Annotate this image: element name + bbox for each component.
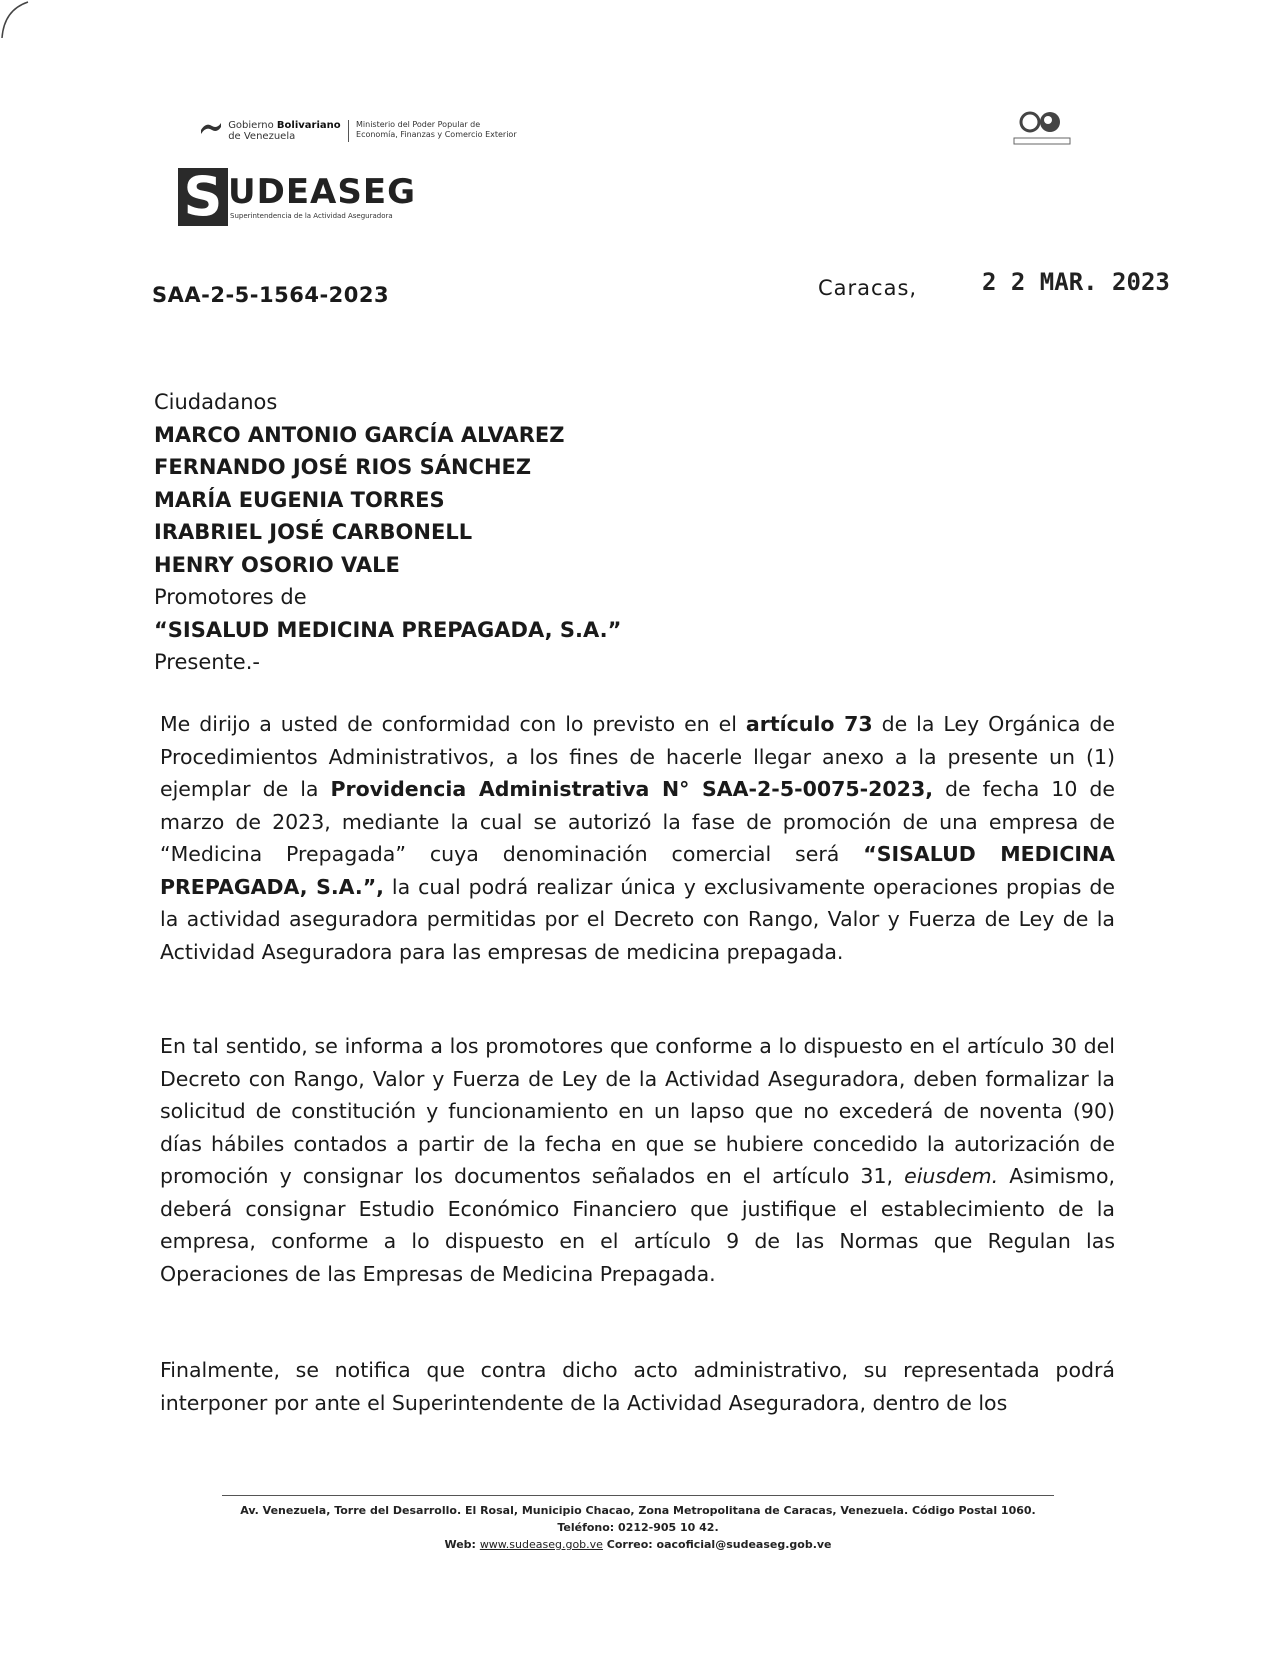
p1-company: “SISALUD MEDICINA PREPAGADA, S.A.”, <box>160 842 1116 899</box>
p1-text: la cual podrá realizar única y exclusivamente operaciones propias de la actividad aseguradora permitidas por el Decreto con Rango, Valor y Fuerza de Ley de la Actividad Aseguradora para las empresas de medicina prepagada. <box>160 874 1115 964</box>
footer-phone: Teléfono: 0212-905 10 42. <box>557 1521 719 1534</box>
addressee-company: “SISALUD MEDICINA PREPAGADA, S.A.” <box>154 617 622 642</box>
header-divider <box>348 120 349 142</box>
body-paragraph-2 <box>160 1030 1115 1290</box>
logo-letter: S <box>178 168 228 226</box>
date-stamp: 2 2 MAR. 2023 <box>982 268 1170 296</box>
sudeaseg-logo <box>178 165 416 230</box>
p2-text: Asimismo, deberá consignar Estudio Económico Financiero que justifique el establecimiento de la empresa, conforme a lo dispuesto en el artículo 9 de las Normas que Regulan las Operaciones de las Empresas de Medicina Prepagada. <box>160 1164 1116 1286</box>
logo-name: UDEASEG <box>228 172 416 212</box>
footer-web-link[interactable]: www.sudeaseg.gob.ve <box>479 1538 603 1551</box>
page-footer <box>222 1502 1054 1553</box>
addressee-name: MARCO ANTONIO GARCÍA ALVAREZ <box>154 422 565 447</box>
p1-text: de fecha 10 de marzo de 2023, mediante la cual se autorizó la fase de promoción de una empresa de “Medicina Prepagada” cuya denominación comercial será <box>160 777 1115 866</box>
document-city: Caracas, <box>818 276 918 300</box>
logo-subtitle: Superintendencia de la Actividad Aseguradora <box>230 212 393 220</box>
gov-line2: de Venezuela <box>228 131 296 142</box>
p1-text: Me dirijo a usted de conformidad con lo previsto en el <box>160 712 746 736</box>
addressee-name: FERNANDO JOSÉ RIOS SÁNCHEZ <box>154 455 532 479</box>
document-reference: SAA-2-5-1564-2023 <box>152 283 390 307</box>
footer-divider <box>222 1495 1054 1496</box>
footer-address: Av. Venezuela, Torre del Desarrollo. El Rosal, Municipio Chacao, Zona Metropolitana de Caracas, Venezuela. Código Postal 1060. <box>240 1504 1036 1517</box>
p2-text: En tal sentido, se informa a los promotores que conforme a lo dispuesto en el artículo 30 del Decreto con Rango, Valor y Fuerza de Ley de la Actividad Aseguradora, deben formalizar la solicitud de constitución y funcionamiento en un lapso que no excederá de noventa (90) días hábiles contados a partir de la fecha en que se hubiere concedido la autorización de promoción y consignar los documentos señalados en el artículo 31, <box>160 1034 1115 1188</box>
body-paragraph-1 <box>160 708 1115 968</box>
ministry-line2: Economía, Finanzas y Comercio Exterior <box>356 130 517 139</box>
addressee-role: Promotores de <box>154 585 307 609</box>
addressee-block <box>154 386 621 679</box>
addressee-name: IRABRIEL JOSÉ CARBONELL <box>154 520 473 544</box>
footer-email: Correo: oacoficial@sudeaseg.gob.ve <box>606 1538 832 1551</box>
addressee-name: HENRY OSORIO VALE <box>154 552 400 577</box>
p1-article: artículo 73 <box>745 712 873 736</box>
addressee-name: MARÍA EUGENIA TORRES <box>154 487 445 512</box>
body-paragraph-3 <box>160 1354 1115 1419</box>
footer-web-label: Web: <box>444 1538 476 1551</box>
government-emblem-icon <box>200 120 222 134</box>
ministry-line1: Ministerio del Poder Popular de <box>356 120 481 129</box>
anniversary-logo-icon <box>1010 108 1074 148</box>
p1-text: de la Ley Orgánica de Procedimientos Administrativos, a los fines de hacerle llegar anexo a la presente un (1) ejemplar de la <box>160 712 1115 801</box>
p2-eiusdem: eiusdem. <box>904 1164 999 1188</box>
gov-line1-prefix: Gobierno <box>228 120 274 131</box>
gov-line1-bold: Bolivariano <box>276 120 341 131</box>
p1-providencia: Providencia Administrativa N° SAA-2-5-0075-2023, <box>330 777 933 801</box>
p3-text: Finalmente, se notifica que contra dicho acto administrativo, su representada podrá interponer por ante el Superintendente de la Actividad Aseguradora, dentro de los <box>160 1358 1115 1415</box>
scan-corner-mark <box>0 0 30 40</box>
salutation: Ciudadanos <box>154 390 278 414</box>
addressee-closing: Presente.- <box>154 650 260 674</box>
government-header <box>200 120 517 142</box>
